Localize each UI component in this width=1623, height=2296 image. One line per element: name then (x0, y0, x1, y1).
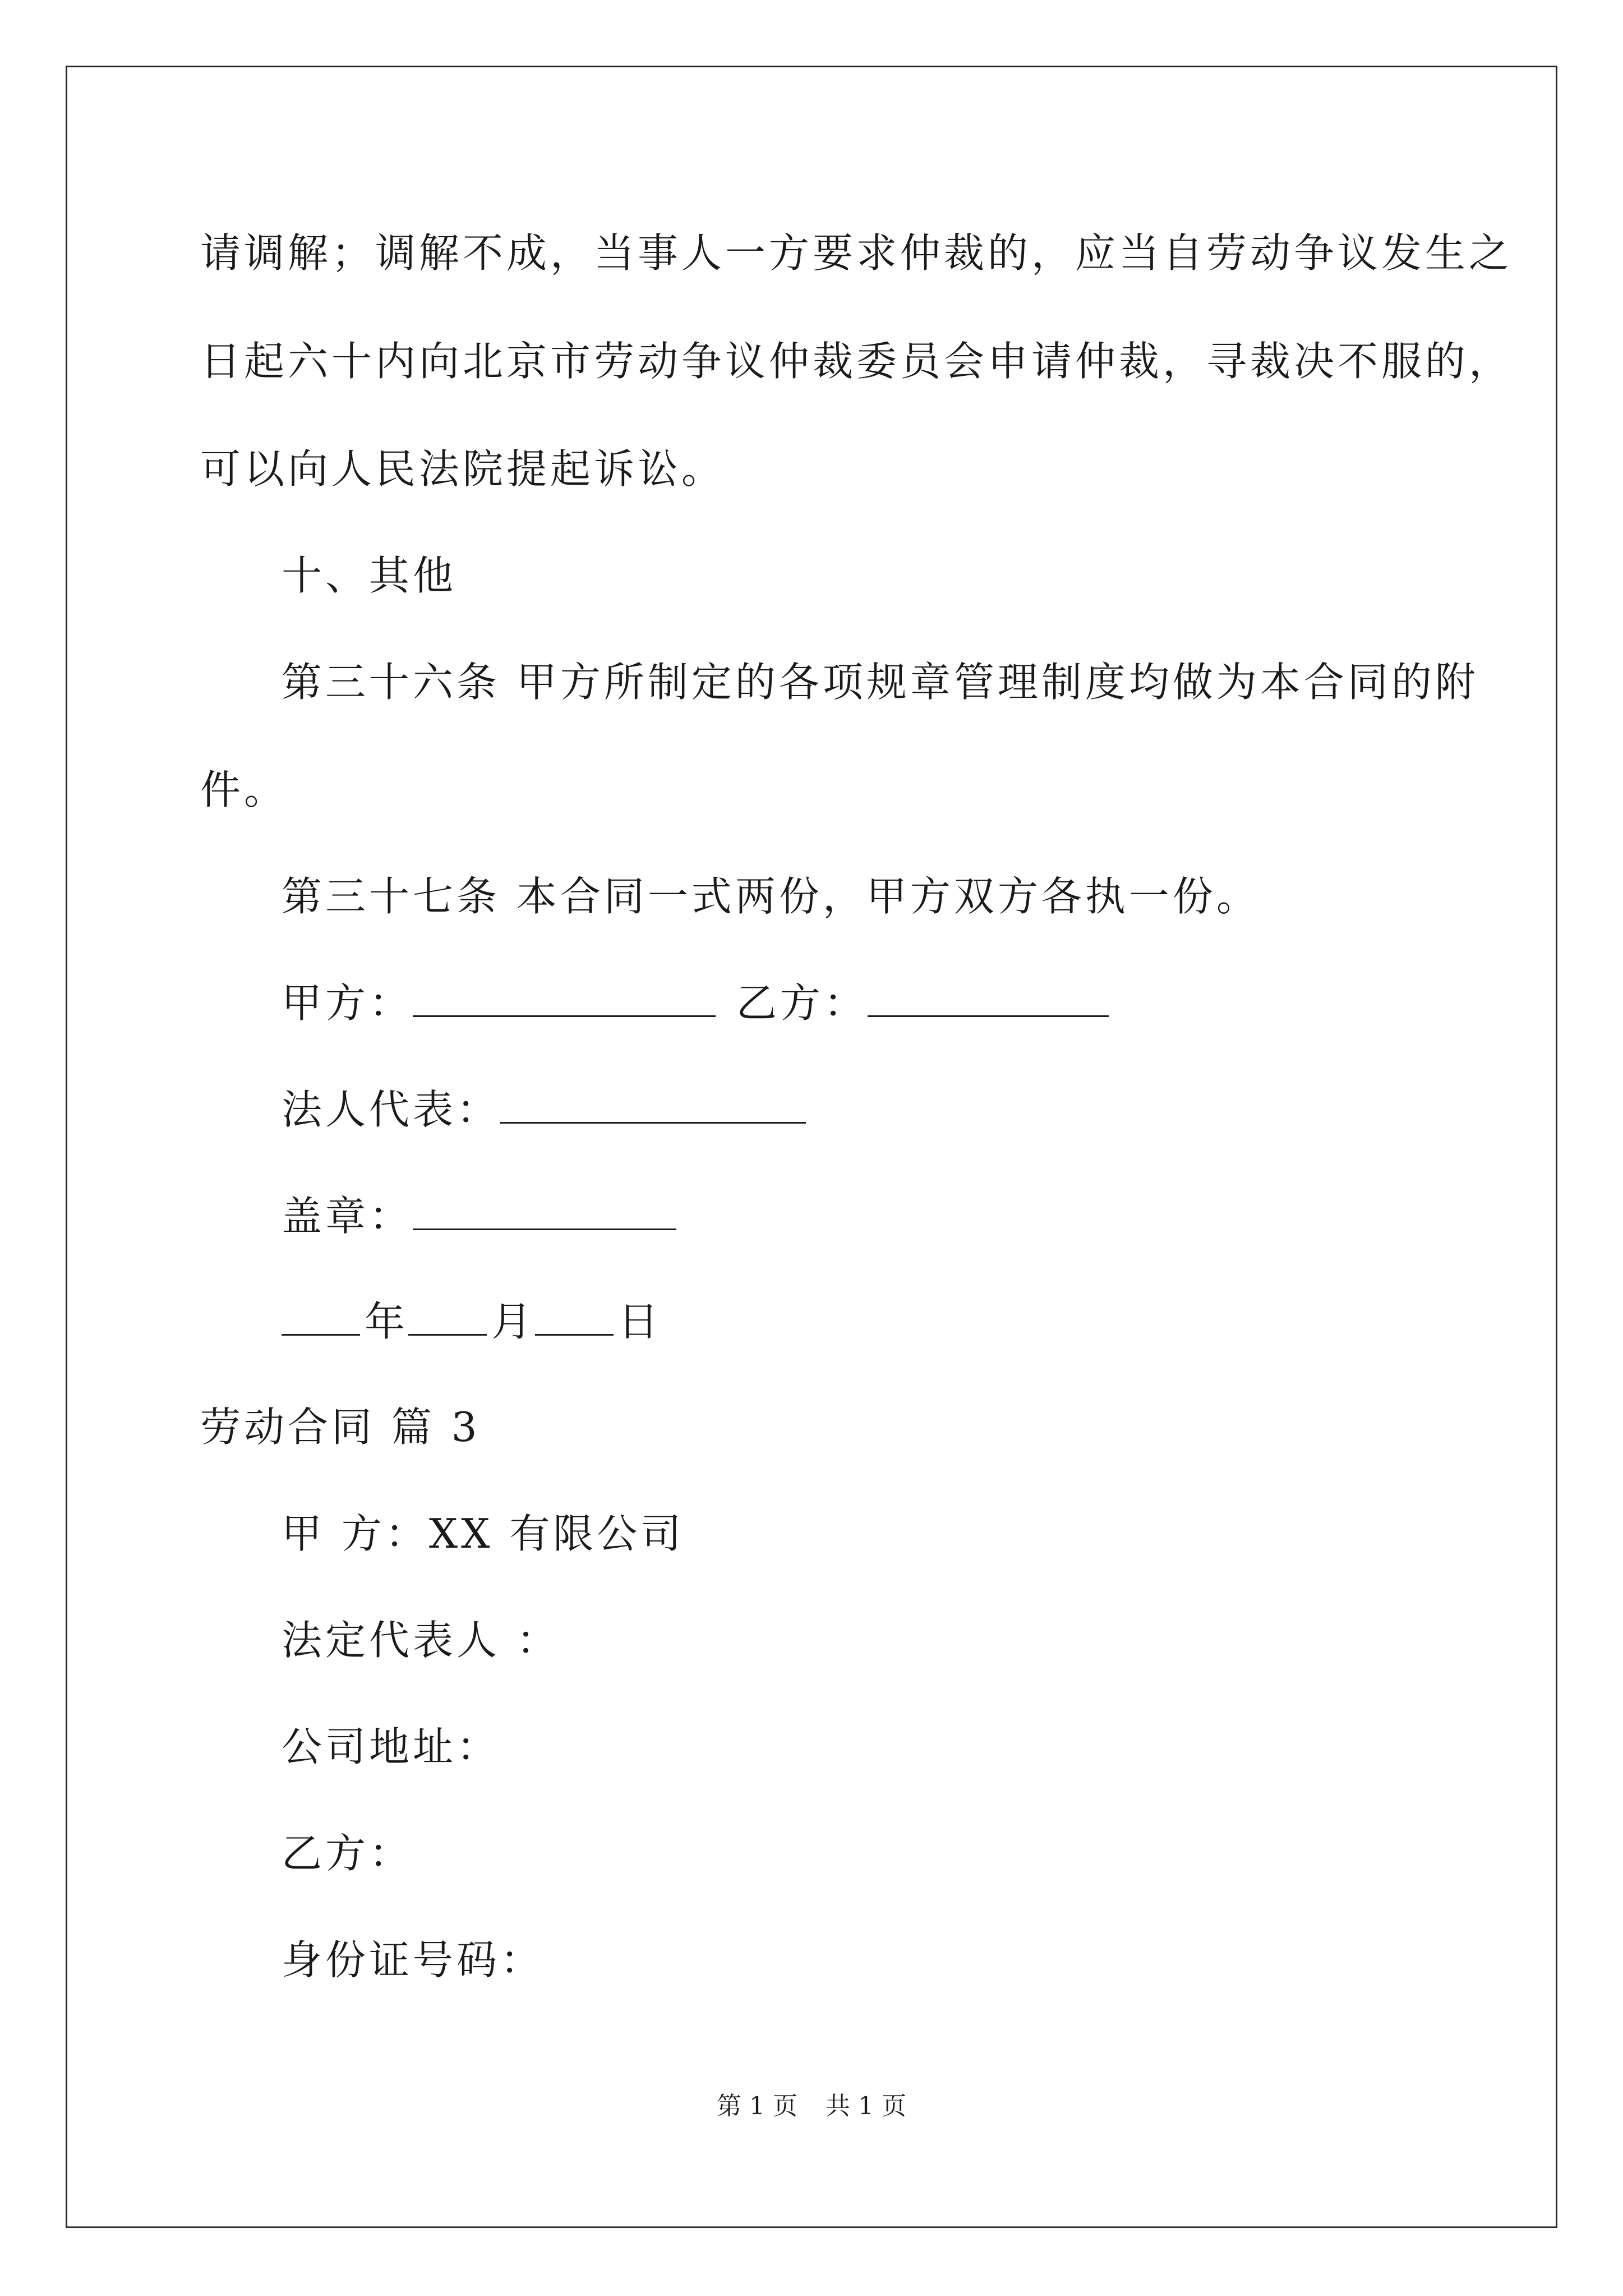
article-36-line-2: 件。 (200, 766, 288, 813)
article-37: 第三十七条 本合同一式两份，甲方双方各执一份。 (282, 873, 1260, 920)
year-blank[interactable] (282, 1300, 360, 1336)
day-label: 日 (618, 1298, 662, 1345)
article-36-line-1: 第三十六条 甲方所制定的各项规章管理制度均做为本合同的附 (282, 659, 1479, 706)
year-label: 年 (365, 1298, 409, 1345)
body-line-1: 请调解；调解不成，当事人一方要求仲裁的，应当自劳动争议发生之 (200, 229, 1513, 277)
contract-3-legal-representative: 法定代表人 ： (282, 1617, 560, 1664)
section-heading-other: 十、其他 (282, 552, 457, 599)
party-b-label: 乙方： (736, 979, 868, 1027)
body-line-3: 可以向人民法院提起诉讼。 (200, 445, 726, 493)
seal-line (282, 1193, 681, 1240)
page-total: 共 1 页 (826, 2092, 906, 2120)
page-border (66, 66, 1557, 2228)
body-line-2: 日起六十内向北京市劳动争议仲裁委员会申请仲裁，寻裁决不服的， (200, 338, 1513, 385)
contract-3-id-number: 身份证号码： (282, 1936, 545, 1984)
party-a-blank[interactable] (413, 982, 716, 1017)
seal-label: 盖章： (282, 1193, 413, 1240)
legal-representative-line (282, 1086, 810, 1133)
page-footer (0, 2094, 1623, 2119)
page-number: 第 1 页 (717, 2092, 797, 2120)
legal-rep-blank[interactable] (500, 1088, 806, 1124)
signature-parties-line (282, 979, 1113, 1027)
contract-3-heading: 劳动合同 篇 3 (200, 1404, 481, 1451)
month-label: 月 (491, 1298, 536, 1345)
contract-3-company-address: 公司地址： (282, 1723, 501, 1770)
party-b-blank[interactable] (868, 982, 1109, 1017)
month-blank[interactable] (408, 1300, 487, 1336)
day-blank[interactable] (535, 1300, 614, 1336)
seal-blank[interactable] (413, 1195, 676, 1230)
party-a-label: 甲方： (282, 979, 413, 1027)
legal-rep-label: 法人代表： (282, 1086, 501, 1133)
date-line (282, 1298, 662, 1345)
contract-3-party-a: 甲 方：XX 有限公司 (282, 1510, 685, 1557)
contract-3-party-b: 乙方： (282, 1830, 413, 1877)
